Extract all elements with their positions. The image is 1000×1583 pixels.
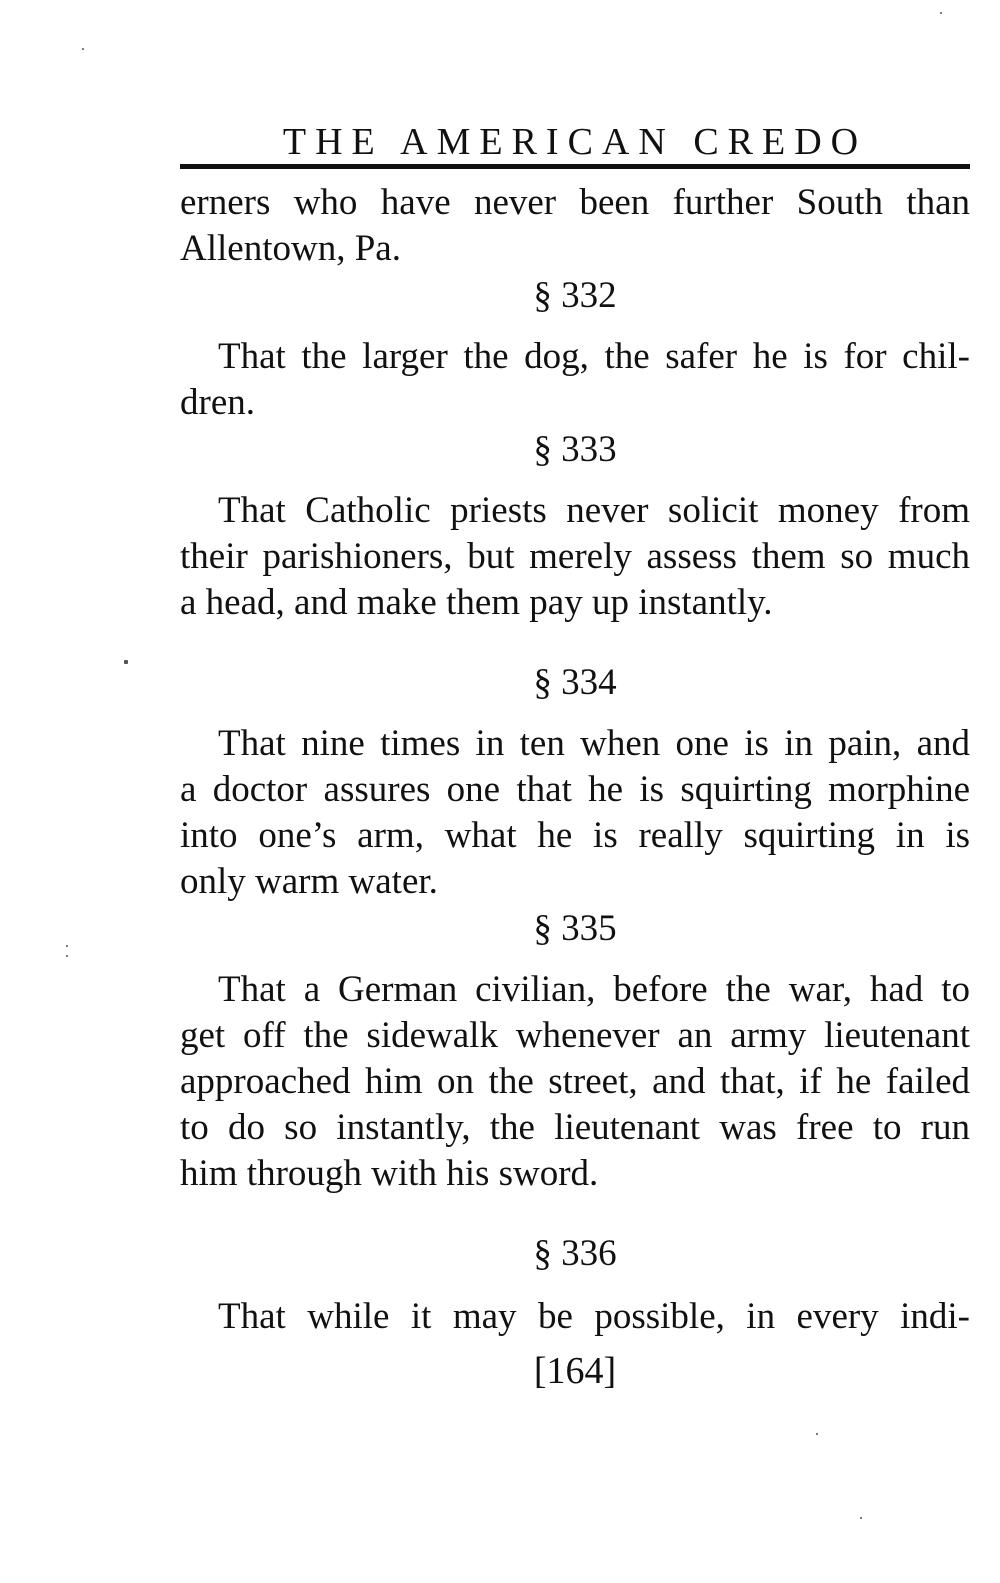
section-heading: § 333 — [533, 429, 617, 470]
scan-speck — [124, 660, 128, 664]
text-line: a doctor assures one that he is squirting morphine — [180, 769, 970, 810]
text-line: approached him on the street, and that, if he failed — [180, 1061, 970, 1102]
text-line: That nine times in ten when one is in pain, and — [218, 723, 970, 764]
text-line: Allentown, Pa. — [180, 228, 401, 269]
section-heading: § 332 — [533, 275, 617, 316]
scan-speck — [860, 1517, 862, 1519]
scan-speck — [66, 945, 68, 947]
scan-speck — [82, 48, 84, 50]
text-line: into one’s arm, what he is really squirting in is — [180, 815, 970, 856]
text-line: erners who have never been further South than — [180, 182, 970, 223]
header-rule — [180, 164, 970, 169]
text-line: dren. — [180, 382, 255, 423]
text-line: him through with his sword. — [180, 1153, 599, 1194]
text-line: get off the sidewalk whenever an army lieutenant — [180, 1015, 970, 1056]
section-heading: § 334 — [533, 662, 617, 703]
section-heading: § 335 — [533, 908, 617, 949]
section-heading: § 336 — [533, 1233, 617, 1274]
text-line: their parishioners, but merely assess them so much — [180, 536, 970, 577]
scan-speck — [66, 955, 68, 957]
page-number: [164] — [533, 1350, 617, 1392]
text-line: That the larger the dog, the safer he is for chil- — [218, 336, 970, 377]
text-line: That Catholic priests never solicit money from — [218, 490, 970, 531]
text-line: to do so instantly, the lieutenant was free to run — [180, 1107, 970, 1148]
text-line: a head, and make them pay up instantly. — [180, 582, 773, 623]
scan-speck — [940, 12, 942, 14]
text-line: That while it may be possible, in every indi- — [218, 1296, 970, 1337]
running-head: THE AMERICAN CREDO — [282, 121, 868, 163]
scan-speck — [816, 1433, 818, 1435]
text-line: only warm water. — [180, 861, 438, 902]
text-line: That a German civilian, before the war, had to — [218, 969, 970, 1010]
